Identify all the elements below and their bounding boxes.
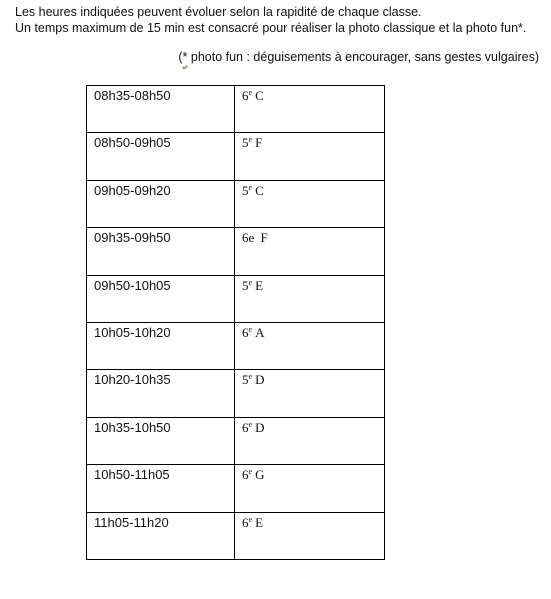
table-row bbox=[87, 180, 385, 227]
class-section-letter: F bbox=[255, 135, 263, 151]
table-row bbox=[87, 275, 385, 322]
time-slot-cell: 10h50-11h05 bbox=[87, 465, 235, 512]
class-cell bbox=[235, 133, 385, 180]
intro-text bbox=[15, 4, 526, 36]
class-section-letter: E bbox=[255, 277, 264, 293]
time-slot-cell: 09h50-10h05 bbox=[87, 275, 235, 322]
class-grade-suffix: e bbox=[248, 419, 253, 429]
time-slot-cell: 08h35-08h50 bbox=[87, 86, 235, 133]
table-row bbox=[87, 228, 385, 275]
class-cell bbox=[235, 370, 385, 417]
class-section-letter: F bbox=[260, 230, 268, 246]
table-row bbox=[87, 133, 385, 180]
class-grade-suffix: e bbox=[248, 277, 253, 287]
class-grade: 6 bbox=[242, 324, 249, 340]
class-grade-suffix: e bbox=[248, 372, 253, 382]
time-slot-cell: 10h20-10h35 bbox=[87, 370, 235, 417]
class-grade: 5 bbox=[242, 182, 249, 198]
class-grade: 5 bbox=[242, 277, 249, 293]
photo-fun-note bbox=[178, 49, 539, 65]
class-grade: 6 bbox=[242, 419, 249, 435]
class-section-letter: A bbox=[255, 324, 265, 340]
class-cell bbox=[235, 417, 385, 464]
class-grade-suffix: e bbox=[248, 88, 253, 97]
time-slot-cell: 11h05-11h20 bbox=[87, 512, 235, 559]
time-slot-cell: 10h05-10h20 bbox=[87, 322, 235, 369]
note-asterisk: * bbox=[182, 50, 188, 64]
table-row bbox=[87, 322, 385, 369]
class-grade-suffix: e bbox=[248, 514, 253, 524]
class-cell bbox=[235, 322, 385, 369]
class-section-letter: D bbox=[255, 372, 265, 388]
time-slot-cell: 09h35-09h50 bbox=[87, 228, 235, 275]
note-text: photo fun : déguisements à encourager, sans gestes vulgaires) bbox=[187, 50, 539, 64]
table-row bbox=[87, 86, 385, 133]
schedule-table bbox=[86, 85, 385, 560]
class-grade-suffix: e bbox=[248, 467, 253, 477]
intro-line-2: Un temps maximum de 15 min est consacré pour réaliser la photo classique et la photo fun*. bbox=[15, 21, 527, 35]
class-grade: 6 bbox=[242, 88, 249, 103]
class-section-letter: E bbox=[255, 514, 264, 530]
class-grade: 5 bbox=[242, 372, 249, 388]
class-cell bbox=[235, 275, 385, 322]
class-section-letter: C bbox=[255, 182, 264, 198]
note-open-paren: ( bbox=[178, 50, 183, 64]
class-cell bbox=[235, 465, 385, 512]
time-slot-cell: 10h35-10h50 bbox=[87, 417, 235, 464]
class-cell bbox=[235, 228, 385, 275]
class-cell bbox=[235, 512, 385, 559]
table-row bbox=[87, 417, 385, 464]
class-grade: 5 bbox=[242, 135, 249, 151]
class-grade: 6 bbox=[242, 467, 249, 483]
intro-line-1: Les heures indiquées peuvent évoluer selon la rapidité de chaque classe. bbox=[15, 5, 422, 19]
class-grade: 6e bbox=[242, 230, 255, 246]
table-row bbox=[87, 370, 385, 417]
time-slot-cell: 08h50-09h05 bbox=[87, 133, 235, 180]
class-grade-suffix: e bbox=[248, 135, 253, 145]
class-grade-suffix: e bbox=[248, 324, 253, 334]
class-grade: 6 bbox=[242, 514, 249, 530]
schedule-body bbox=[87, 86, 385, 560]
time-slot-cell: 09h05-09h20 bbox=[87, 180, 235, 227]
class-section-letter: D bbox=[255, 419, 265, 435]
class-grade-suffix: e bbox=[248, 182, 253, 192]
class-section-letter: G bbox=[255, 467, 265, 483]
table-row bbox=[87, 512, 385, 559]
table-row bbox=[87, 465, 385, 512]
class-cell bbox=[235, 86, 385, 133]
class-section-letter: C bbox=[255, 88, 264, 103]
class-cell bbox=[235, 180, 385, 227]
